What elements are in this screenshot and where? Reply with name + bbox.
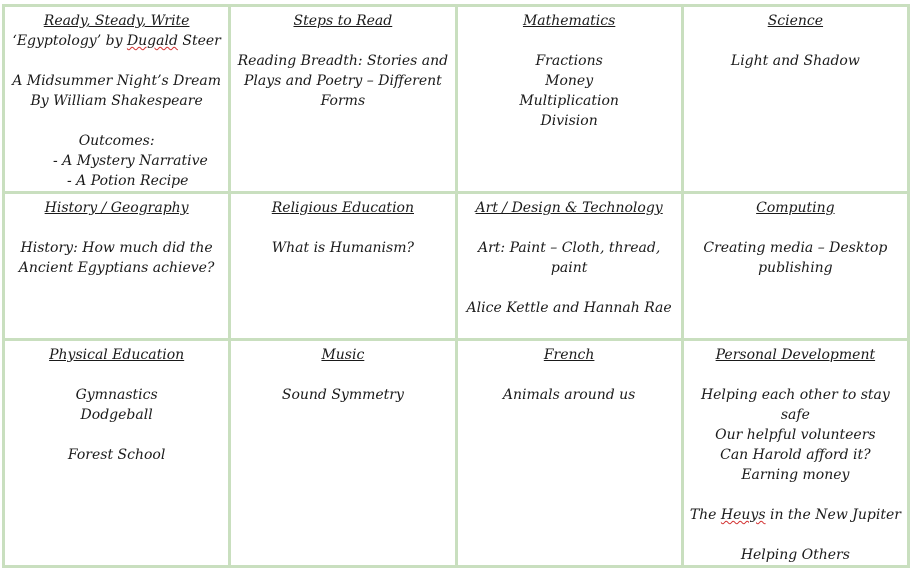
cell-title: Mathematics bbox=[522, 13, 616, 29]
cell-title: French bbox=[543, 347, 595, 363]
list-item: Our helpful volunteers bbox=[715, 427, 876, 443]
cell-french bbox=[456, 340, 682, 567]
cell-computing bbox=[682, 193, 908, 340]
list-item: Can Harold afford it? bbox=[720, 447, 871, 463]
list-item: Helping each other to stay safe bbox=[700, 387, 890, 423]
cell-text: Reading Breadth: Stories and Plays and Poetry – Different Forms bbox=[237, 53, 449, 109]
cell-title: Computing bbox=[756, 200, 835, 216]
list-item: Money bbox=[545, 73, 594, 89]
cell-physical-education bbox=[4, 340, 230, 567]
list-item: Multiplication bbox=[519, 93, 619, 109]
cell-music bbox=[230, 340, 456, 567]
cell-text: Animals around us bbox=[502, 387, 636, 403]
cell-personal-development bbox=[682, 340, 908, 567]
outcome-item: - A Potion Recipe bbox=[67, 173, 189, 189]
list-item: The Heuys in the New Jupiter bbox=[689, 507, 901, 523]
cell-text: History: How much did the Ancient Egyptians achieve? bbox=[18, 240, 215, 276]
cell-text: Sound Symmetry bbox=[281, 387, 404, 403]
book-midsummer-title: A Midsummer Night’s Dream bbox=[12, 73, 221, 89]
outcomes-label: Outcomes: bbox=[78, 133, 155, 149]
cell-title: Art / Design & Technology bbox=[475, 200, 663, 216]
cell-text: What is Humanism? bbox=[271, 240, 414, 256]
list-item: Helping Others bbox=[740, 547, 850, 563]
spellcheck-word: Dugald bbox=[126, 33, 178, 49]
outcome-item: - A Mystery Narrative bbox=[53, 153, 208, 169]
curriculum-grid bbox=[2, 4, 910, 568]
cell-religious-education bbox=[230, 193, 456, 340]
list-item: Fractions bbox=[535, 53, 603, 69]
cell-ready-steady-write bbox=[4, 6, 230, 193]
artists-text: Alice Kettle and Hannah Rae bbox=[466, 300, 672, 316]
book-midsummer-author: By William Shakespeare bbox=[30, 93, 203, 109]
cell-art-design-technology bbox=[456, 193, 682, 340]
cell-text: Creating media – Desktop publishing bbox=[703, 240, 888, 276]
cell-title: Music bbox=[321, 347, 365, 363]
cell-title: Ready, Steady, Write bbox=[43, 13, 190, 29]
cell-title: Personal Development bbox=[715, 347, 876, 363]
cell-title: History / Geography bbox=[44, 200, 189, 216]
cell-title: Steps to Read bbox=[293, 13, 393, 29]
spellcheck-word: Heuys bbox=[720, 507, 766, 523]
cell-history-geography bbox=[4, 193, 230, 340]
cell-steps-to-read bbox=[230, 6, 456, 193]
list-item: Forest School bbox=[67, 447, 166, 463]
cell-text: Art: Paint – Cloth, thread, paint bbox=[477, 240, 661, 276]
cell-science bbox=[682, 6, 908, 193]
cell-text: Light and Shadow bbox=[730, 53, 860, 69]
list-item: Gymnastics bbox=[75, 387, 158, 403]
list-item: Dodgeball bbox=[80, 407, 153, 423]
list-item: Earning money bbox=[741, 467, 850, 483]
list-item: Division bbox=[540, 113, 598, 129]
cell-title: Physical Education bbox=[49, 347, 185, 363]
book-egyptology: ‘Egyptology’ by Dugald Steer bbox=[12, 33, 221, 49]
cell-title: Science bbox=[767, 13, 824, 29]
cell-title: Religious Education bbox=[271, 200, 414, 216]
cell-mathematics bbox=[456, 6, 682, 193]
